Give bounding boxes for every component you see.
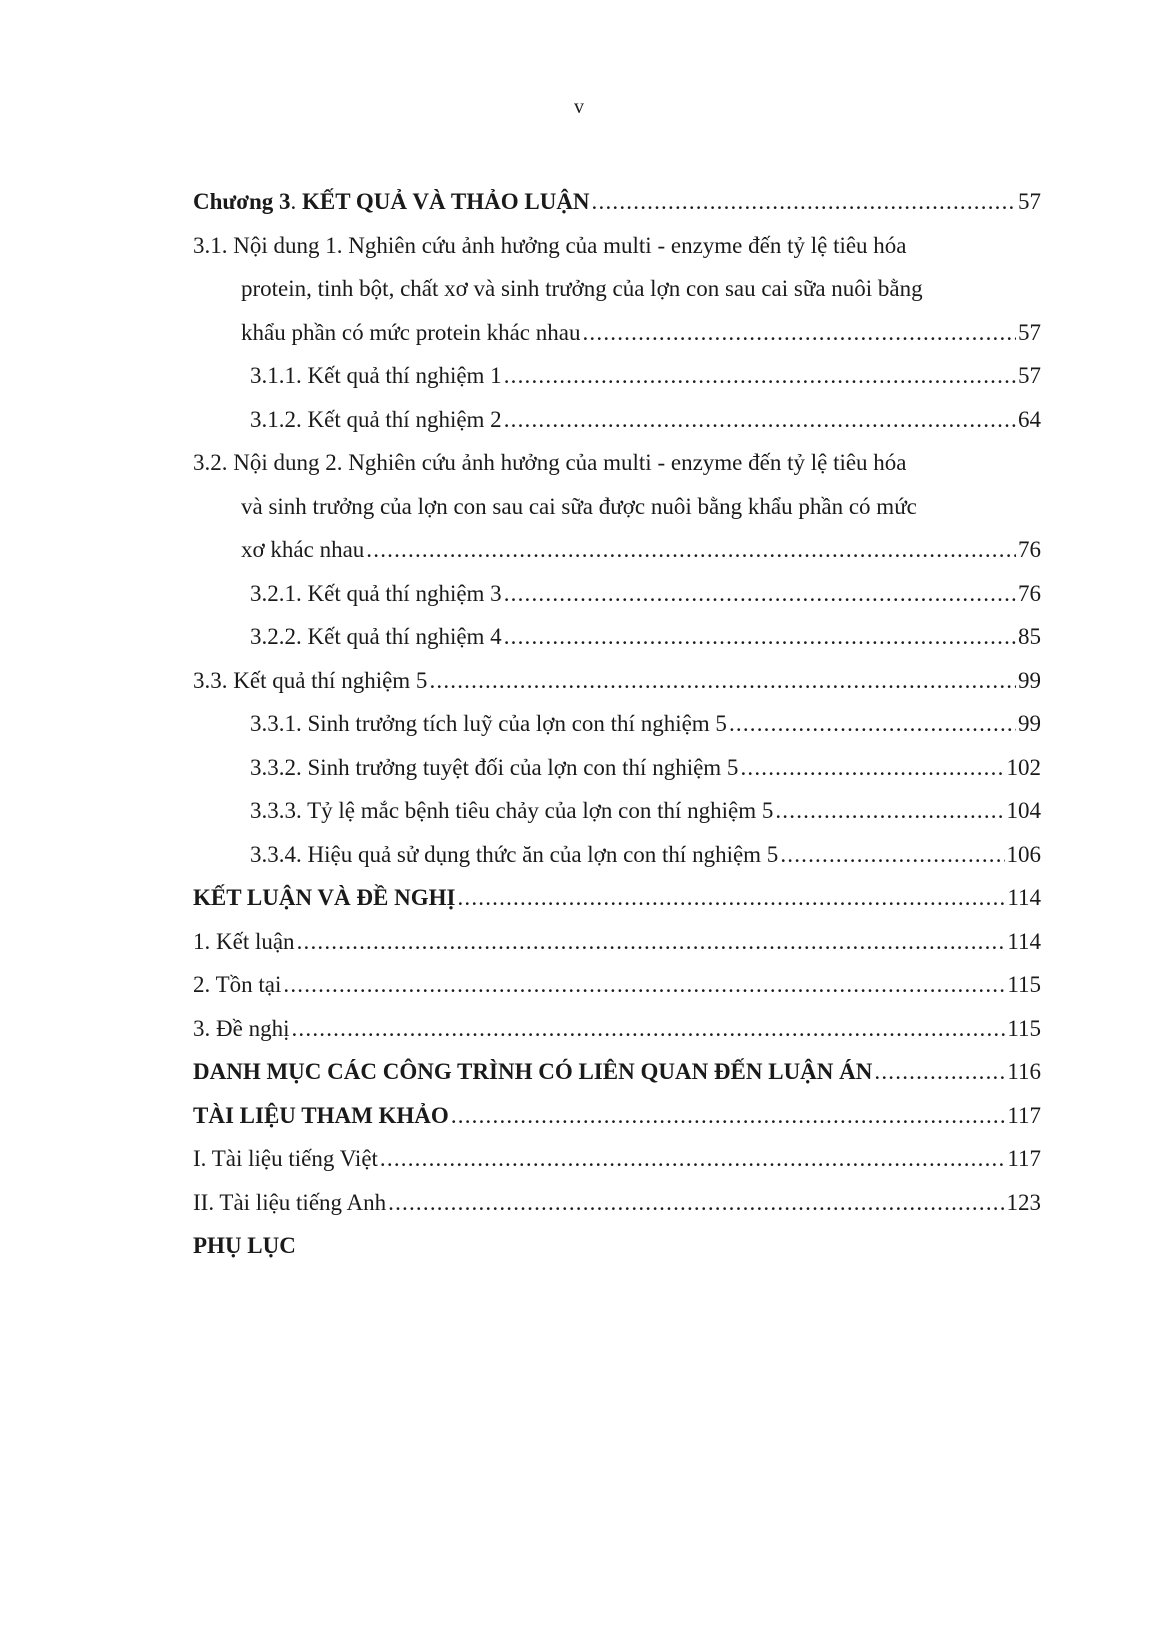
toc-entry-page: 76 [1018, 580, 1041, 606]
toc-entry-title: 3.3.3. Tỷ lệ mắc bệnh tiêu chảy của lợn con thí nghiệm 5 [250, 798, 774, 823]
dot-leader [582, 311, 1016, 355]
toc-entry-page: 117 [1007, 1102, 1041, 1128]
toc-entry-title: 3.3. Kết quả thí nghiệm 5 [193, 667, 428, 693]
toc-entry-title: 2. Tồn tại [193, 972, 282, 997]
toc-entry-title: 3.3.1. Sinh trưởng tích luỹ của lợn con thí nghiệm 5 [250, 711, 727, 736]
toc-entry-3-3[interactable] [193, 659, 1041, 703]
toc-entry-page: 102 [1006, 754, 1041, 780]
toc-entry-title: II. Tài liệu tiếng Anh [193, 1189, 387, 1215]
toc-entry-page: 99 [1018, 711, 1041, 736]
toc-entry-title: 3.3.4. Hiệu quả sử dụng thức ăn của lợn con thí nghiệm 5 [250, 841, 779, 867]
toc-entry-page: 114 [1007, 928, 1041, 954]
toc-entry-page: 117 [1007, 1146, 1041, 1171]
toc-entry-page: 115 [1007, 972, 1041, 997]
toc-entry-page: 104 [1006, 798, 1041, 823]
toc-entry-page: 64 [1018, 406, 1041, 432]
toc-entry-page: 85 [1018, 624, 1041, 649]
dot-leader [451, 1094, 1006, 1138]
toc-entry-page: 76 [1018, 537, 1041, 562]
toc-entry-title: 3.1.1. Kết quả thí nghiệm 1 [250, 363, 502, 388]
toc-entry-appendix[interactable] [193, 1224, 1041, 1268]
toc-entry-title: PHỤ LỤC [193, 1233, 296, 1258]
toc-entry-title: 3. Đề nghị [193, 1015, 290, 1041]
dot-leader [291, 1007, 1005, 1051]
toc-entry-title: 3.1.2. Kết quả thí nghiệm 2 [250, 406, 502, 432]
dot-leader [283, 963, 1005, 1007]
toc-entry-3-3-3[interactable] [193, 789, 1041, 833]
dot-leader [775, 789, 1004, 833]
page-number: v [574, 96, 584, 118]
dot-leader [457, 876, 1005, 920]
toc-entry-references[interactable] [193, 1094, 1041, 1138]
toc-entry-conclusion-3[interactable] [193, 1007, 1041, 1051]
toc-entry-3-3-2[interactable] [193, 746, 1041, 790]
toc-entry-page: 114 [1007, 885, 1041, 910]
dot-leader [380, 1137, 1005, 1181]
toc-entry-page: 115 [1007, 1015, 1041, 1041]
toc-entry-page: 106 [1006, 841, 1041, 867]
toc-entry-title: 3.2.2. Kết quả thí nghiệm 4 [250, 624, 502, 649]
toc-entry-3-2[interactable] [193, 441, 1041, 572]
toc-entry-title-line: 3.1. Nội dung 1. Nghiên cứu ảnh hưởng của multi - enzyme đến tỷ lệ tiêu hóa [193, 232, 907, 258]
dot-leader [592, 180, 1016, 224]
toc-entry-3-1[interactable] [193, 224, 1041, 355]
dot-leader [780, 833, 1004, 877]
dot-leader [504, 572, 1016, 616]
dot-leader [729, 702, 1016, 746]
toc-entry-title-line: 3.2. Nội dung 2. Nghiên cứu ảnh hưởng của multi - enzyme đến tỷ lệ tiêu hóa [193, 450, 907, 475]
toc-entry-title: 3.2.1. Kết quả thí nghiệm 3 [250, 580, 502, 606]
toc-entry-page: 57 [1018, 319, 1041, 345]
toc-entry-page: 57 [1018, 189, 1041, 214]
toc-entry-page: 57 [1018, 363, 1041, 388]
toc-entry-page: 123 [1006, 1189, 1041, 1215]
dot-leader [504, 354, 1016, 398]
toc-entry-title: TÀI LIỆU THAM KHẢO [193, 1102, 449, 1128]
toc-entry-page: 116 [1007, 1059, 1041, 1084]
toc-entry-conclusion-1[interactable] [193, 920, 1041, 964]
table-of-contents [193, 180, 1041, 1268]
toc-entry-title: DANH MỤC CÁC CÔNG TRÌNH CÓ LIÊN QUAN ĐẾN LUẬN ÁN [193, 1059, 873, 1084]
toc-entry-references-vietnamese[interactable] [193, 1137, 1041, 1181]
toc-entry-title-line: khẩu phần có mức protein khác nhau [241, 319, 581, 345]
toc-entry-title-line: xơ khác nhau [241, 537, 365, 562]
toc-entry-chapter-3[interactable] [193, 180, 1041, 224]
dot-leader [429, 659, 1016, 703]
toc-entry-3-3-1[interactable] [193, 702, 1041, 746]
toc-entry-title: 1. Kết luận [193, 928, 295, 954]
toc-entry-conclusion[interactable] [193, 876, 1041, 920]
toc-entry-publications[interactable] [193, 1050, 1041, 1094]
toc-entry-title: Chương 3. KẾT QUẢ VÀ THẢO LUẬN [193, 189, 590, 214]
toc-entry-title: I. Tài liệu tiếng Việt [193, 1146, 378, 1171]
toc-entry-3-2-1[interactable] [193, 572, 1041, 616]
toc-entry-3-3-4[interactable] [193, 833, 1041, 877]
toc-entry-conclusion-2[interactable] [193, 963, 1041, 1007]
toc-entry-3-1-2[interactable] [193, 398, 1041, 442]
toc-entry-title: 3.3.2. Sinh trưởng tuyệt đối của lợn con thí nghiệm 5 [250, 754, 739, 780]
toc-entry-page: 99 [1018, 667, 1041, 693]
toc-entry-title: KẾT LUẬN VÀ ĐỀ NGHỊ [193, 885, 456, 910]
dot-leader [388, 1181, 1004, 1225]
toc-entry-references-english[interactable] [193, 1181, 1041, 1225]
toc-entry-title-line: và sinh trưởng của lợn con sau cai sữa được nuôi bằng khẩu phần có mức [241, 493, 917, 519]
dot-leader [874, 1050, 1005, 1094]
dot-leader [504, 398, 1016, 442]
dot-leader [504, 615, 1016, 659]
dot-leader [366, 528, 1016, 572]
dot-leader [297, 920, 1006, 964]
dot-leader [740, 746, 1004, 790]
toc-entry-title-line: protein, tinh bột, chất xơ và sinh trưởng của lợn con sau cai sữa nuôi bằng [241, 276, 923, 301]
toc-entry-3-1-1[interactable] [193, 354, 1041, 398]
toc-entry-3-2-2[interactable] [193, 615, 1041, 659]
